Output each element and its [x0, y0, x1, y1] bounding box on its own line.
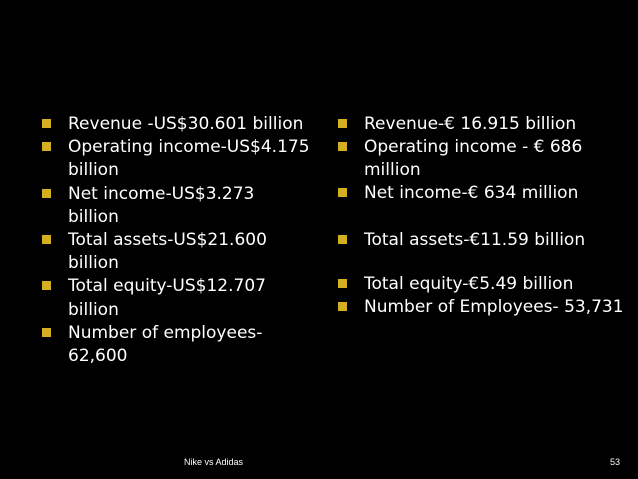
list-item: Total equity-US$12.707 billion [40, 275, 310, 321]
square-bullet-icon [338, 302, 347, 311]
adidas-list [336, 113, 628, 319]
list-item: Number of Employees- 53,731 [336, 296, 628, 319]
page-number: 53 [609, 457, 620, 467]
square-bullet-icon [338, 119, 347, 128]
list-item: Total assets-US$21.600 billion [40, 229, 310, 275]
footer-text: Nike vs Adidas [184, 457, 244, 467]
adidas-column [336, 113, 628, 319]
list-item: Revenue -US$30.601 billion [40, 113, 310, 136]
nike-list [40, 113, 310, 368]
list-item: Operating income - € 686 million [336, 136, 628, 182]
list-item: Net income-€ 634 million [336, 182, 628, 205]
square-bullet-icon [42, 119, 51, 128]
nike-column [40, 113, 310, 368]
square-bullet-icon [338, 188, 347, 197]
square-bullet-icon [42, 142, 51, 151]
list-item: Revenue-€ 16.915 billion [336, 113, 628, 136]
list-item: Operating income-US$4.175 billion [40, 136, 310, 182]
square-bullet-icon [42, 281, 51, 290]
list-item: Net income-US$3.273 billion [40, 183, 310, 229]
list-item: Total equity-€5.49 billion [336, 273, 628, 296]
square-bullet-icon [338, 279, 347, 288]
square-bullet-icon [338, 235, 347, 244]
list-item: Total assets-€11.59 billion [336, 229, 628, 252]
square-bullet-icon [338, 142, 347, 151]
title-area [0, 0, 638, 108]
list-item: Number of employees-62,600 [40, 322, 310, 368]
square-bullet-icon [42, 189, 51, 198]
square-bullet-icon [42, 328, 51, 337]
square-bullet-icon [42, 235, 51, 244]
